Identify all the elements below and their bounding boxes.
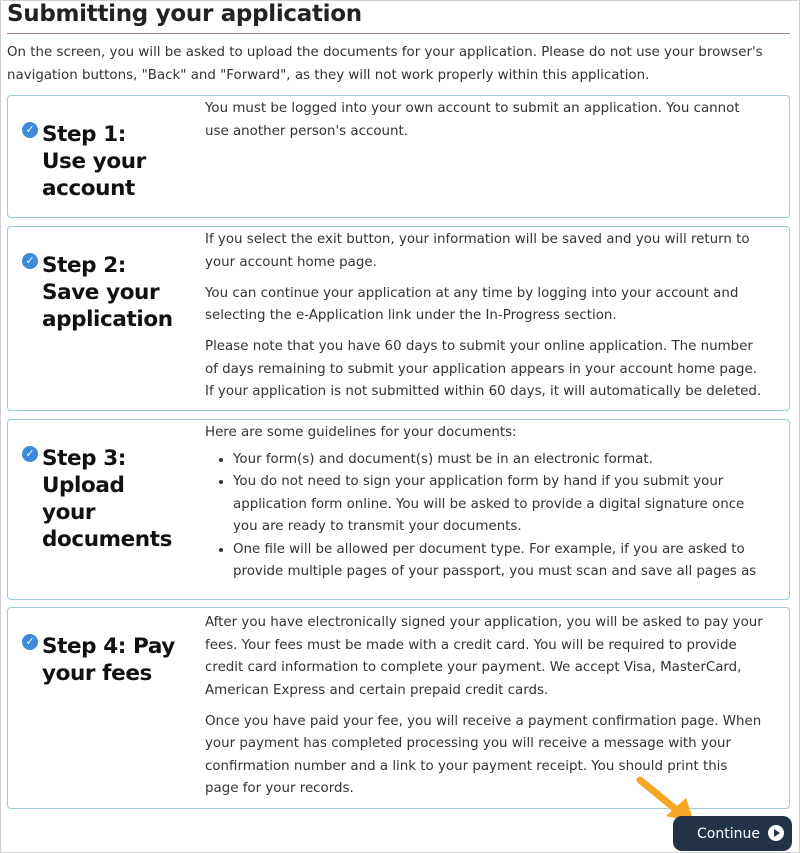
step-4-paragraph: Once you have paid your fee, you will receive a payment confirmation page. When your payment has completed processing you will receive a message with your confirmation number and a link to your payment receipt. You should print this page for your records.	[205, 713, 762, 796]
guidelines-list	[205, 449, 765, 584]
step-3-paragraph: Here are some guidelines for your documents:	[205, 425, 517, 440]
step-4-title: Step 4: Pay your fees	[42, 634, 175, 686]
step-2-card	[7, 226, 790, 411]
play-circle-icon	[768, 825, 784, 841]
check-circle-icon: ✓	[22, 634, 38, 650]
step-3-body	[205, 422, 765, 584]
step-1-body	[205, 98, 765, 152]
list-item: • One file will be allowed per document type. For example, if you are asked to provide multiple pages of your passport, you must scan and save all pages as	[233, 539, 765, 584]
step-1-paragraph: You must be logged into your own account to submit an application. You cannot use another person's account.	[205, 101, 740, 139]
step-1-title: Step 1: Use your account	[42, 122, 146, 201]
continue-label: Continue	[697, 825, 760, 842]
check-circle-icon: ✓	[22, 122, 38, 138]
step-1-card	[7, 95, 790, 218]
title-divider	[7, 33, 790, 34]
step-4-paragraph: After you have electronically signed your application, you will be asked to pay your fees. Your fees must be made with a credit card. You will be required to provide credit card information to complete your payment. We accept Visa, MasterCard, American Express and certain prepaid credit cards.	[205, 615, 763, 698]
continue-button[interactable]	[673, 816, 792, 851]
step-3-card	[7, 419, 790, 600]
check-circle-icon: ✓	[22, 446, 38, 462]
step-2-body	[205, 229, 765, 411]
step-2-paragraph: Please note that you have 60 days to submit your online application. The number of days remaining to submit your application appears in your account home page. If your application is not submitted within 60 days, it will automatically be deleted.	[205, 339, 762, 399]
check-circle-icon: ✓	[22, 253, 38, 269]
page-title: Submitting your application	[7, 1, 362, 27]
step-2-title: Step 2: Save your application	[42, 253, 173, 332]
step-2-paragraph: You can continue your application at any time by logging into your account and selecting the e-Application link under the In-Progress section.	[205, 285, 739, 323]
list-item: • You do not need to sign your application form by hand if you submit your application form online. You will be asked to provide a digital signature once you are ready to transmit your documents.	[233, 471, 765, 539]
list-item: • Your form(s) and document(s) must be in an electronic format.	[233, 449, 765, 472]
step-3-title: Step 3: Upload your documents	[42, 446, 172, 552]
step-2-paragraph: If you select the exit button, your information will be saved and you will return to your account home page.	[205, 232, 750, 270]
intro-text: On the screen, you will be asked to upload the documents for your application. Please do not use your browser's navigation buttons, "Back" and "Forward", as they will not work properly within this application.	[7, 45, 763, 83]
